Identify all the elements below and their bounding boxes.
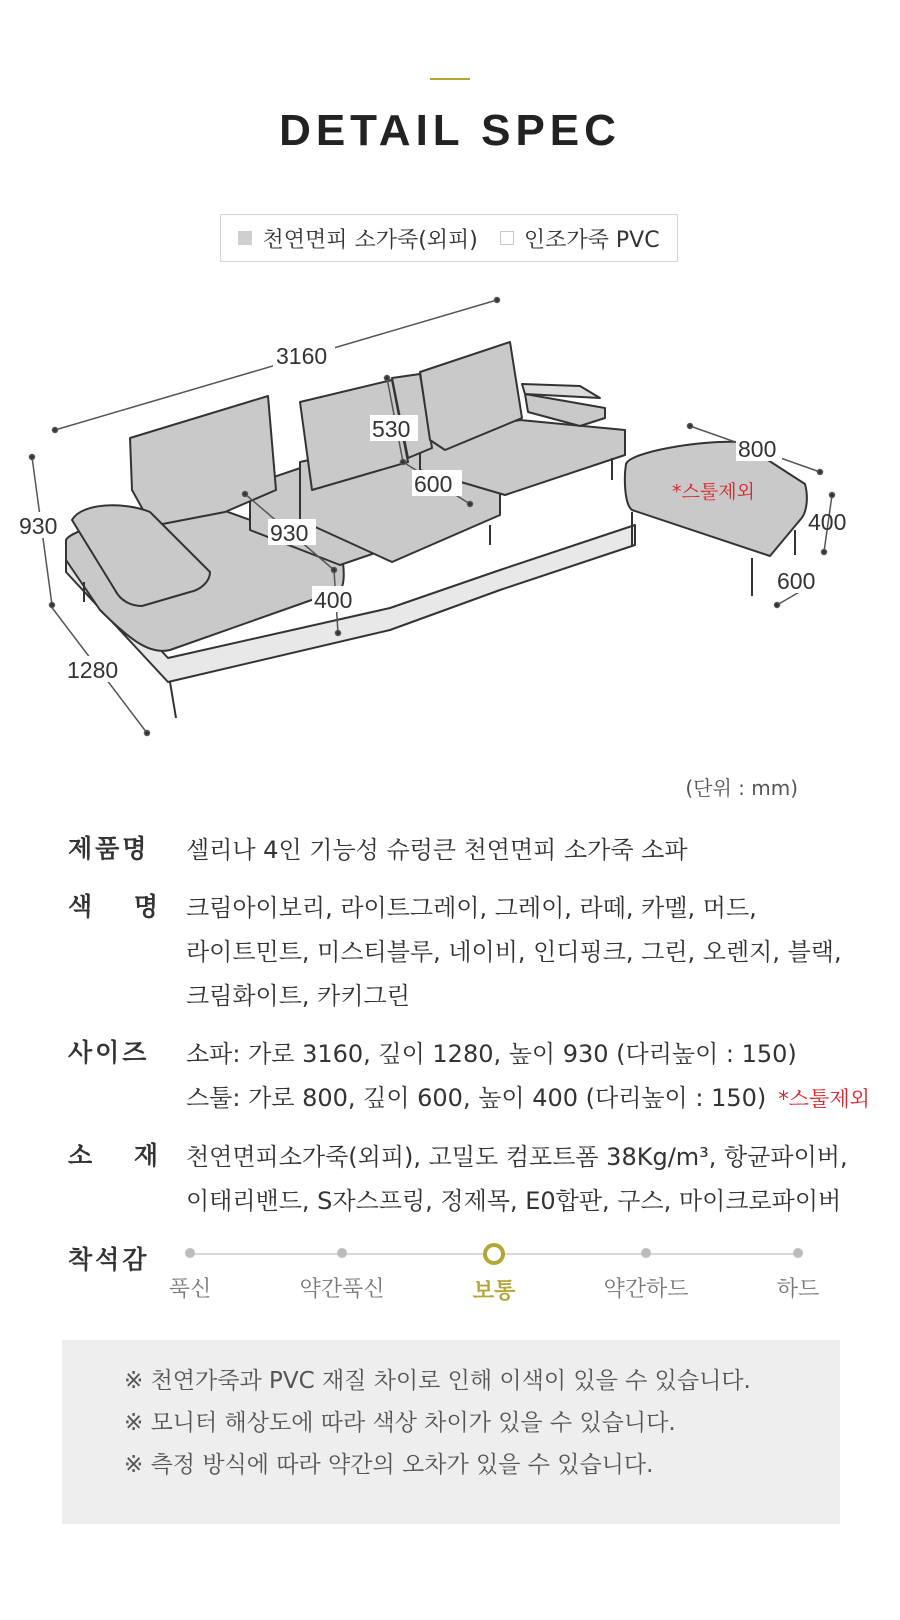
dimension-height-label: 930 <box>19 513 58 539</box>
material-legend <box>220 214 678 262</box>
comfort-level-label: 하드 <box>776 1277 820 1302</box>
dimension-width-label: 3160 <box>276 343 328 369</box>
comfort-level-point <box>130 1238 250 1303</box>
comfort-level-dot <box>337 1248 347 1258</box>
stool-width-label: 800 <box>738 436 777 462</box>
dimension-depth-label: 1280 <box>67 657 119 683</box>
filled-square-icon <box>238 231 252 245</box>
dimension-seat-height-label: 400 <box>314 587 353 613</box>
stool-height-label: 400 <box>808 509 847 535</box>
unit-label: (단위 : mm) <box>685 776 798 800</box>
spec-row-name <box>68 828 848 872</box>
notice-line: ※ 측정 방식에 따라 약간의 오차가 있을 수 있습니다. <box>124 1452 654 1478</box>
spec-label <box>68 1135 158 1223</box>
notice-box <box>62 1340 840 1524</box>
stool-excluded-note: *스툴제외 <box>778 1087 870 1111</box>
spec-row-material <box>68 1135 848 1223</box>
dimension-seat-depth-label: 600 <box>414 471 453 497</box>
spec-value <box>186 886 842 1018</box>
spec-value <box>186 828 688 872</box>
page-title: DETAIL SPEC <box>279 106 621 155</box>
comfort-level-label: 푹신 <box>168 1277 212 1302</box>
stool-size-text: 스툴: 가로 800, 깊이 600, 높이 400 (다리높이 : 150) <box>186 1084 767 1112</box>
comfort-scale <box>168 1238 820 1304</box>
spec-label: 제품명 <box>68 834 150 863</box>
notice-line: ※ 천연가죽과 PVC 재질 차이로 인해 이색이 있을 수 있습니다. <box>124 1368 751 1394</box>
spec-label-part: 재 <box>133 1141 158 1170</box>
comfort-level-label-selected: 보통 <box>472 1279 516 1304</box>
sofa-leg <box>170 682 176 718</box>
color-list-line: 크림화이트, 카키그린 <box>186 982 410 1010</box>
comfort-level-point <box>738 1238 858 1303</box>
dimension-back-label: 530 <box>372 416 411 442</box>
legend-item-leather <box>238 223 477 254</box>
spec-row-size <box>68 1032 870 1121</box>
spec-label-part: 명 <box>133 892 158 921</box>
comfort-level-point <box>586 1238 706 1303</box>
notice-line: ※ 모니터 해상도에 따라 색상 차이가 있을 수 있습니다. <box>124 1410 676 1436</box>
legend-label: 인조가죽 PVC <box>523 227 660 253</box>
comfort-level-dot <box>793 1248 803 1258</box>
legend-label: 천연면피 소가죽(외피) <box>262 227 478 253</box>
color-list-line: 크림아이보리, 라이트그레이, 그레이, 라떼, 카멜, 머드, <box>186 894 757 922</box>
comfort-level-dot <box>641 1248 651 1258</box>
spec-value <box>186 1135 848 1223</box>
color-list-line: 라이트민트, 미스티블루, 네이비, 인디핑크, 그린, 오렌지, 블랙, <box>186 938 842 966</box>
empty-square-icon <box>500 231 514 245</box>
comfort-level-dot-selected <box>483 1243 505 1265</box>
comfort-level-point <box>282 1238 402 1303</box>
spec-row-color <box>68 886 848 1018</box>
spec-label-part: 색 <box>68 892 93 921</box>
sofa-size-line: 소파: 가로 3160, 깊이 1280, 높이 930 (다리높이 : 150) <box>186 1040 797 1068</box>
spec-label <box>68 886 158 1018</box>
stool-excluded-note: *스툴제외 <box>672 481 755 503</box>
comfort-level-point-selected <box>434 1238 554 1305</box>
comfort-label: 착석감 <box>68 1245 150 1274</box>
spec-value <box>186 1032 870 1121</box>
spec-table <box>68 828 870 1237</box>
comfort-level-label: 약간하드 <box>603 1277 689 1302</box>
title-accent-line <box>430 78 470 80</box>
stool-size-line <box>186 1076 870 1121</box>
comfort-level-dot <box>185 1248 195 1258</box>
dimension-chaise-label: 930 <box>270 520 309 546</box>
comfort-level-label: 약간푹신 <box>299 1277 385 1302</box>
material-line: 천연면피소가죽(외피), 고밀도 컴포트폼 38Kg/m³, 항균파이버, <box>186 1143 848 1171</box>
material-line: 이태리밴드, S자스프링, 정제목, E0합판, 구스, 마이크로파이버 <box>186 1187 842 1215</box>
sofa-dimension-diagram <box>0 290 900 760</box>
spec-label: 사이즈 <box>68 1038 150 1067</box>
product-name: 셀리나 4인 기능성 슈렁큰 천연면피 소가죽 소파 <box>186 836 688 864</box>
stool-depth-label: 600 <box>777 568 816 594</box>
legend-item-pvc <box>500 223 660 254</box>
spec-label-part: 소 <box>68 1141 93 1170</box>
